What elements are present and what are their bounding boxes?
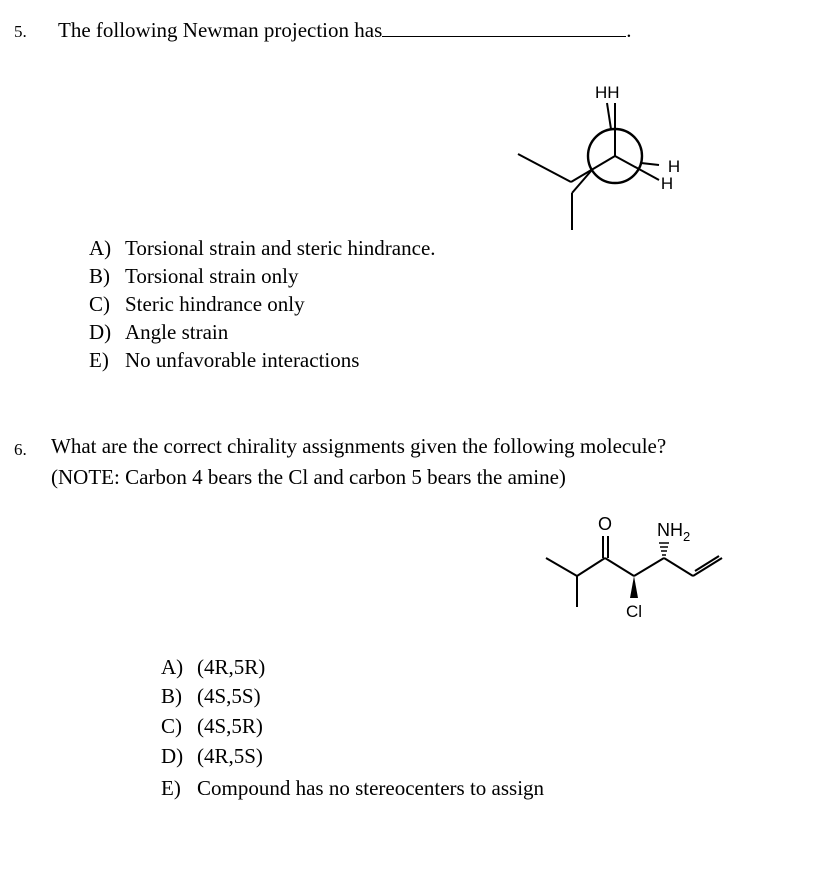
q5-option-b xyxy=(89,262,299,290)
q6-option-a xyxy=(161,653,265,681)
alkene-bond-1 xyxy=(693,558,722,576)
q6-option-c-letter: C) xyxy=(161,714,182,738)
back-bond-up xyxy=(607,103,611,129)
q5-question-stem: The following Newman projection has xyxy=(58,18,383,42)
q5-option-d-text: Angle strain xyxy=(125,320,229,344)
q6-option-c xyxy=(161,712,263,740)
q6-question-line1: What are the correct chirality assignments given the following molecule? xyxy=(51,434,667,458)
back-bond-down xyxy=(572,171,591,193)
label-h-right-2: H xyxy=(660,174,674,193)
q6-option-e xyxy=(161,774,544,802)
q5-option-a-text: Torsional strain and steric hindrance. xyxy=(125,236,436,260)
front-bond-right xyxy=(615,156,659,180)
label-oxygen: O xyxy=(597,514,613,534)
q6-option-a-text: (4R,5R) xyxy=(197,655,266,679)
alkene-bond-2 xyxy=(695,556,719,571)
q6-option-a-letter: A) xyxy=(161,655,184,679)
chain-bond-1 xyxy=(577,558,605,576)
q5-option-a xyxy=(89,234,436,262)
q5-end-punct: . xyxy=(626,18,632,42)
front-bond-left xyxy=(571,156,615,182)
q6-option-e-text: Compound has no stereocenters to assign xyxy=(197,776,545,800)
q5-option-c-letter: C) xyxy=(89,292,110,316)
q6-option-e-letter: E) xyxy=(161,776,181,800)
q6-option-d-letter: D) xyxy=(161,744,184,768)
q5-option-c xyxy=(89,290,305,318)
hash-bond-nh2 xyxy=(659,543,669,555)
wedge-bond-cl xyxy=(630,576,638,598)
label-amine xyxy=(657,520,690,544)
q6-molecule xyxy=(546,514,722,621)
q5-option-e xyxy=(89,346,359,374)
label-h-right-1: H xyxy=(667,157,681,176)
q5-option-c-text: Steric hindrance only xyxy=(125,292,305,316)
q6-option-b-text: (4S,5S) xyxy=(197,684,261,708)
ethyl-bond xyxy=(518,154,571,182)
label-amine-main: NH xyxy=(657,520,683,540)
q5-option-a-letter: A) xyxy=(89,236,112,260)
q6-option-c-text: (4S,5R) xyxy=(197,714,263,738)
back-bond-right xyxy=(641,163,659,165)
q6-option-b-letter: B) xyxy=(161,684,182,708)
chain-bond-2 xyxy=(605,558,634,576)
methyl-bond-1 xyxy=(546,558,577,576)
q5-option-b-text: Torsional strain only xyxy=(125,264,299,288)
q5-option-d-letter: D) xyxy=(89,320,112,344)
label-h-top: HH xyxy=(595,83,620,102)
label-amine-subscript: 2 xyxy=(683,529,691,544)
q5-option-d xyxy=(89,318,228,346)
q6-number: 6. xyxy=(14,440,27,459)
q5-option-e-text: No unfavorable interactions xyxy=(125,348,360,372)
label-chlorine: Cl xyxy=(625,602,643,621)
q6-question-line2: (NOTE: Carbon 4 bears the Cl and carbon 5 bears the amine) xyxy=(51,465,566,489)
chain-bond-4 xyxy=(664,558,693,576)
chain-bond-3 xyxy=(634,558,664,576)
q6-option-d xyxy=(161,742,263,770)
q6-option-d-text: (4R,5S) xyxy=(197,744,263,768)
q5-option-b-letter: B) xyxy=(89,264,110,288)
q6-option-b xyxy=(161,682,261,710)
q5-number: 5. xyxy=(14,22,27,41)
q5-option-e-letter: E) xyxy=(89,348,109,372)
